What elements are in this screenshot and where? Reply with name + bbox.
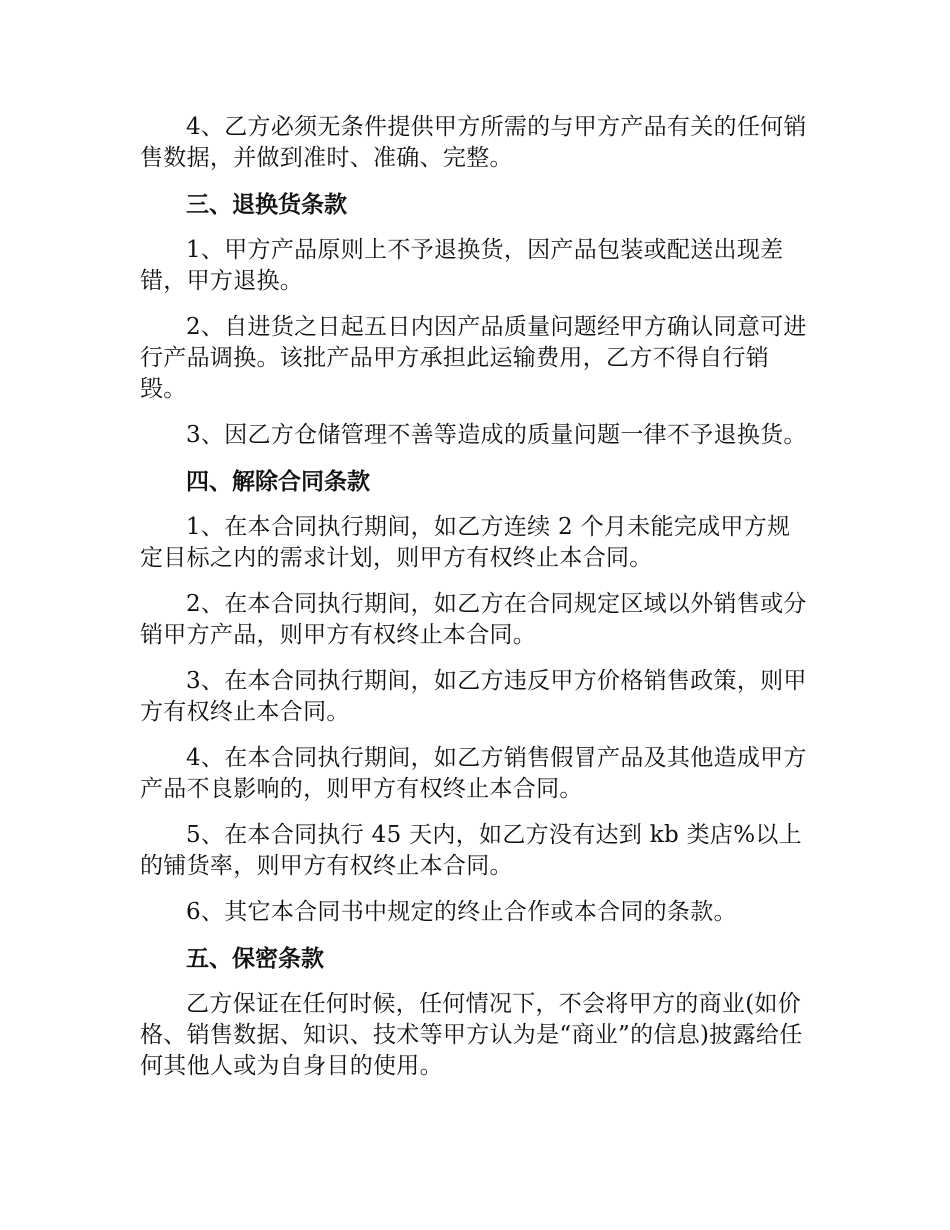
clause-3-3: 3、因乙方仓储管理不善等造成的质量问题一律不予退换货。 <box>186 422 807 448</box>
clause-4-5: 5、在本合同执行 45 天内，如乙方没有达到 kb 类店%以上的铺货率，则甲方有权终止本合同。 <box>140 822 802 879</box>
clause-4-3: 3、在本合同执行期间，如乙方违反甲方价格销售政策，则甲方有权终止本合同。 <box>140 668 807 725</box>
clause-4-6: 6、其它本合同书中规定的终止合作或本合同的条款。 <box>186 899 737 925</box>
clause-2-4: 4、乙方必须无条件提供甲方所需的与甲方产品有关的任何销售数据，并做到准时、准确、完整。 <box>140 114 807 171</box>
clause-4-2: 2、在本合同执行期间，如乙方在合同规定区域以外销售或分销甲方产品，则甲方有权终止本合同。 <box>140 591 807 648</box>
clause-4-4: 4、在本合同执行期间，如乙方销售假冒产品及其他造成甲方产品不良影响的，则甲方有权终止本合同。 <box>140 745 807 802</box>
section-heading-confidentiality: 五、保密条款 <box>186 945 324 972</box>
clause-4-1: 1、在本合同执行期间，如乙方连续 2 个月未能完成甲方规定目标之内的需求计划，则甲方有权终止本合同。 <box>140 514 791 571</box>
clause-5-1: 乙方保证在任何时候，任何情况下，不会将甲方的商业(如价格、销售数据、知识、技术等甲方认为是“商业”的信息)披露给任何其他人或为自身目的使用。 <box>140 991 803 1079</box>
document-page <box>140 112 812 1097</box>
clause-3-2: 2、自进货之日起五日内因产品质量问题经甲方确认同意可进行产品调换。该批产品甲方承担此运输费用，乙方不得自行销毁。 <box>140 314 807 402</box>
section-heading-returns: 三、退换货条款 <box>186 191 347 218</box>
clause-3-1: 1、甲方产品原则上不予退换货，因产品包装或配送出现差错，甲方退换。 <box>140 237 784 294</box>
section-heading-termination: 四、解除合同条款 <box>186 468 370 495</box>
